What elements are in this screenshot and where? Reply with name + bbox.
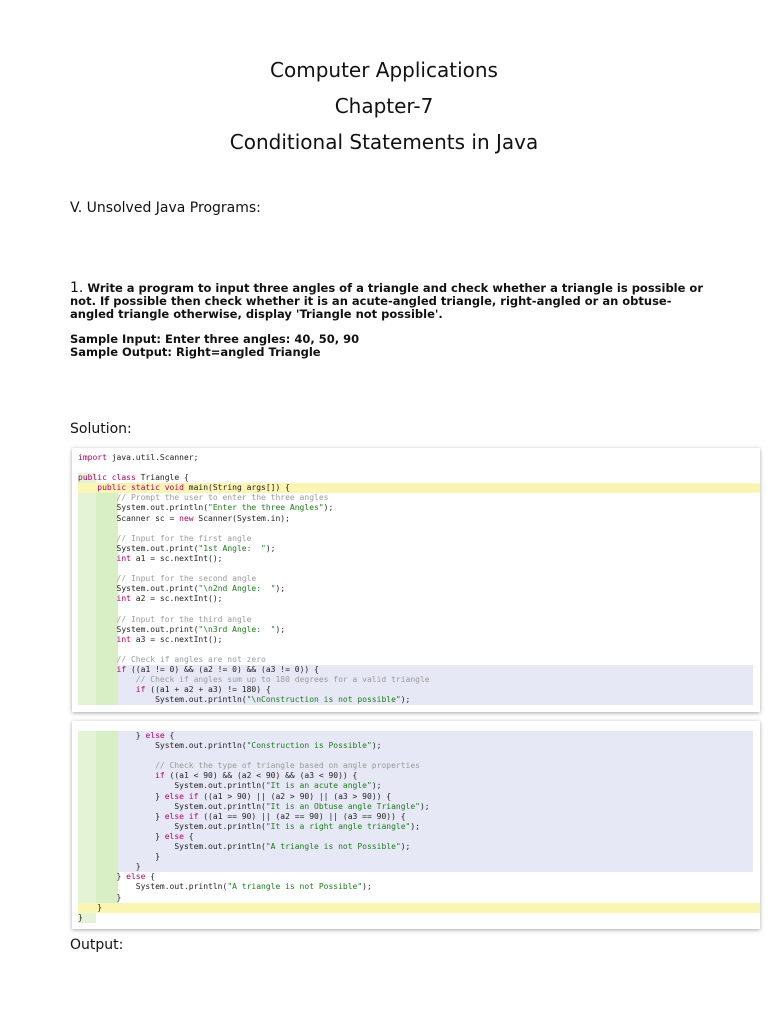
sample-output: Sample Output: Right=angled Triangle: [70, 345, 321, 359]
code-text: public class Triangle {: [78, 473, 189, 483]
code-text: System.out.print("\n2nd Angle: ");: [78, 584, 286, 594]
code-line: [78, 544, 754, 554]
code-line: [78, 812, 754, 822]
code-line: [78, 751, 754, 761]
code-text: }: [78, 852, 160, 862]
sample-input: Sample Input: Enter three angles: 40, 50, 90: [70, 332, 360, 346]
code-line: [78, 574, 754, 584]
code-text: System.out.println("Construction is Possible");: [78, 741, 382, 751]
code-line: [78, 802, 754, 812]
question-text: Write a program to input three angles of a triangle and check whether a triangle is possible or not. If possible then check whether it is an acute-angled triangle, right-angled or an obtuse-angled triangle otherwise, display 'Triangle not possible'.: [70, 281, 704, 321]
code-text: } else if ((a1 == 90) || (a2 == 90) || (a3 == 90)) {: [78, 811, 406, 821]
code-text: // Check if angles are not zero: [116, 654, 266, 664]
chapter-subtitle: Conditional Statements in Java: [229, 130, 539, 154]
code-screenshot-2: [72, 721, 760, 929]
code-line: [78, 635, 754, 645]
code-text: System.out.println("It is an Obtuse angle Triangle");: [78, 801, 430, 811]
code-line: [78, 761, 754, 771]
code-text: }: [78, 902, 103, 912]
code-line: [78, 822, 754, 832]
code-text: int a3 = sc.nextInt();: [116, 634, 223, 644]
code-text: if ((a1 != 0) && (a2 != 0) && (a3 != 0)) {: [116, 664, 319, 674]
code-line: [78, 665, 754, 675]
code-text: // Input for the third angle: [116, 614, 252, 624]
code-text: System.out.println("It is a right angle triangle");: [78, 821, 420, 831]
document-title: Computer Applications: [270, 58, 498, 82]
code-line: [78, 872, 754, 882]
code-line: [78, 503, 754, 513]
chapter-title: Chapter-7: [334, 94, 434, 118]
code-line: [78, 604, 754, 614]
solution-label: Solution:: [70, 421, 132, 437]
section-heading: V. Unsolved Java Programs:: [70, 200, 261, 216]
code-line: [78, 731, 754, 741]
code-text: // Check the type of triangle based on angle properties: [155, 761, 420, 771]
code-text: int a2 = sc.nextInt();: [116, 594, 223, 604]
code-line: [78, 493, 754, 503]
code-line: [78, 655, 754, 665]
code-text: // Input for the first angle: [116, 533, 252, 543]
code-line: [78, 832, 754, 842]
code-text: System.out.println("Enter the three Angles");: [78, 503, 334, 513]
code-text: } else {: [78, 731, 175, 740]
code-line: [78, 695, 754, 705]
code-line: [78, 463, 754, 473]
code-lines: [78, 731, 754, 923]
code-line: [78, 893, 754, 903]
code-text: System.out.println("\nConstruction is not possible");: [78, 695, 411, 705]
code-text: System.out.println("It is an acute angle");: [78, 781, 382, 791]
code-line: [78, 903, 754, 913]
code-line: [78, 741, 754, 751]
code-line: [78, 615, 754, 625]
code-text: if ((a1 + a2 + a3) != 180) {: [135, 685, 271, 695]
code-line: [78, 625, 754, 635]
code-text: public static void main(String args[]) {: [97, 483, 290, 493]
code-text: }: [78, 862, 141, 872]
code-text: Scanner sc = new Scanner(System.in);: [78, 513, 290, 523]
code-line: [78, 554, 754, 564]
code-text: if ((a1 < 90) && (a2 < 90) && (a3 < 90)) {: [155, 771, 358, 781]
code-line: [78, 473, 754, 483]
code-line: [78, 584, 754, 594]
code-line: [78, 453, 754, 463]
code-text: } else if ((a1 > 90) || (a2 > 90) || (a3 > 90)) {: [78, 791, 392, 801]
code-text: // Input for the second angle: [116, 574, 257, 584]
code-text: System.out.println("A triangle is not Possible");: [78, 882, 372, 892]
code-text: System.out.print("\n3rd Angle: ");: [78, 624, 286, 634]
question-1: [70, 282, 710, 321]
code-text: // Check if angles sum up to 180 degrees for a valid triangle: [135, 675, 430, 685]
code-line: [78, 594, 754, 604]
code-line: [78, 675, 754, 685]
code-line: [78, 842, 754, 852]
code-text: }: [78, 912, 83, 922]
code-line: [78, 564, 754, 574]
code-text: import java.util.Scanner;: [78, 453, 199, 462]
code-line: [78, 483, 754, 493]
code-line: [78, 852, 754, 862]
code-text: } else {: [78, 831, 194, 841]
output-label: Output:: [70, 937, 124, 953]
code-line: [78, 645, 754, 655]
code-line: [78, 882, 754, 892]
question-number: 1.: [70, 280, 84, 296]
code-text: System.out.println("A triangle is not Possible");: [78, 842, 411, 852]
code-line: [78, 771, 754, 781]
code-line: [78, 792, 754, 802]
code-text: } else {: [78, 872, 156, 882]
code-lines: [78, 453, 754, 705]
code-line: [78, 524, 754, 534]
code-line: [78, 514, 754, 524]
code-text: System.out.print("1st Angle: ");: [78, 543, 276, 553]
code-text: }: [78, 892, 122, 902]
code-line: [78, 913, 754, 923]
code-line: [78, 781, 754, 791]
code-line: [78, 534, 754, 544]
code-text: int a1 = sc.nextInt();: [116, 553, 223, 563]
code-line: [78, 862, 754, 872]
code-line: [78, 685, 754, 695]
code-text: // Prompt the user to enter the three angles: [116, 493, 329, 503]
code-screenshot-1: [72, 448, 760, 712]
